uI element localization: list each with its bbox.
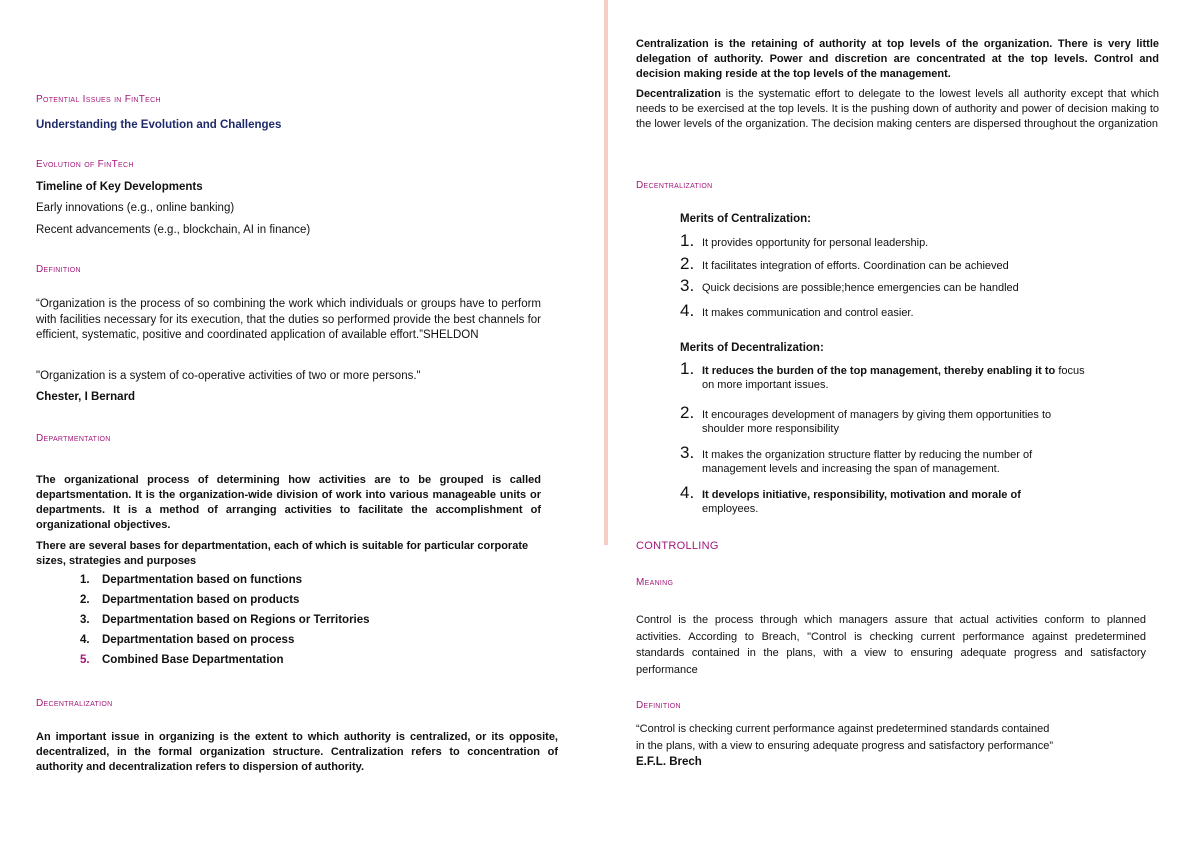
list-item: 3. Quick decisions are possible;hence emergencies can be handled (680, 276, 1019, 295)
list-item: 1. It reduces the burden of the top management, thereby enabling it to focus (680, 359, 1085, 378)
list-item-continuation: employees. (702, 503, 759, 515)
meaning-heading: Meaning (636, 577, 674, 588)
definition-heading: Definition (36, 264, 81, 275)
list-item: 2. It facilitates integration of efforts. Coordination can be achieved (680, 254, 1009, 273)
definition-line: in the plans, with a view to ensuring adequate progress and satisfactory performance” (636, 740, 1054, 752)
list-item: 1. It provides opportunity for personal leadership. (680, 231, 929, 250)
list-item: 3. Departmentation based on Regions or Territories (80, 614, 370, 626)
timeline-item: Early innovations (e.g., online banking) (36, 202, 235, 214)
merits-decentralization-list (680, 359, 1085, 515)
subtitle: Understanding the Evolution and Challenges (36, 119, 282, 131)
bases-list (80, 574, 370, 674)
list-item: 5. Combined Base Departmentation (80, 654, 284, 666)
meaning-text: Control is the process through which managers assure that actual activities conform to planned activities. According to Breach, "Control is checking current performance against predetermined standards contained in the plans, with a view to ensuring adequate progress and satisfactory performance (636, 614, 1146, 676)
evolution-heading: Evolution of FinTech (36, 159, 134, 170)
list-item-continuation: on more important issues. (702, 379, 829, 391)
departmentation-text: The organizational process of determining how activities are to be grouped is called departsmentation. It is the organization-wide division of work into various manageable units or departments. It is a method of arranging activities to facilitate the accomplishment of organizational objectives. (36, 474, 541, 531)
centralization-text: Centralization is the retaining of authority at top levels of the organization. There is very little delegation of authority. Power and discretion are concentrated at the top levels. Control and decision making reside at the top levels of the management. (636, 38, 1159, 80)
list-item: 4. It makes communication and control easier. (680, 301, 914, 320)
merits-decentralization-heading: Merits of Decentralization: (680, 342, 824, 354)
timeline-item: Recent advancements (e.g., blockchain, AI in finance) (36, 224, 311, 236)
list-item: 3. It makes the organization structure flatter by reducing the number of (680, 443, 1033, 462)
list-item: 1. Departmentation based on functions (80, 574, 302, 586)
definition-heading-right: Definition (636, 700, 681, 711)
controlling-heading: CONTROLLING (636, 540, 719, 552)
merits-centralization-heading: Merits of Centralization: (680, 213, 811, 225)
departmentation-heading: Departmentation (36, 433, 111, 444)
list-item: 2. It encourages development of managers by giving them opportunities to (680, 403, 1052, 422)
timeline-item: Timeline of Key Developments (36, 181, 203, 193)
definition-line: “Control is checking current performance against predetermined standards contained (636, 723, 1050, 735)
decentralization-heading-right: Decentralization (636, 180, 713, 191)
merits-centralization-list (680, 231, 1019, 323)
decentralization-text: An important issue in organizing is the extent to which authority is centralized, or its opposite, decentralized, in the formal organization structure. Centralization refers to concentration of authority and decentralization refers to dispersion of authority. (36, 731, 558, 773)
list-item: 2. Departmentation based on products (80, 594, 300, 606)
bases-text: There are several bases for departmentation, each of which is suitable for particular corporate sizes, strategies and purposes (36, 540, 529, 567)
title-heading: Potential Issues in FinTech (36, 94, 161, 105)
definition-quote-2: "Organization is a system of co-operative activities of two or more persons." (36, 370, 421, 382)
list-item-continuation: shoulder more responsibility (702, 423, 839, 435)
list-item: 4. Departmentation based on process (80, 634, 295, 646)
list-item: 4. It develops initiative, responsibility, motivation and morale of (680, 483, 1021, 502)
decentralization-heading: Decentralization (36, 698, 113, 709)
definition-quote: “Organization is the process of so combining the work which individuals or groups have to perform with facilities necessary for its execution, that the duties so performed provide the best channels for efficient, systematic, positive and coordinated application of available effort.”SHELDON (36, 298, 541, 341)
definition-author: Chester, I Bernard (36, 391, 136, 403)
column-divider (604, 0, 608, 545)
decentralization-definition: Decentralization is the systematic effort to delegate to the lowest levels all authority except that which needs to be exercised at the top levels. It is the pushing down of authority and power of decision making to the lower levels of the organization. The decision making centers are dispersed throughout the organization (636, 88, 1159, 130)
list-item-continuation: management levels and increasing the span of management. (702, 463, 1000, 475)
definition-author-right: E.F.L. Brech (636, 756, 702, 768)
